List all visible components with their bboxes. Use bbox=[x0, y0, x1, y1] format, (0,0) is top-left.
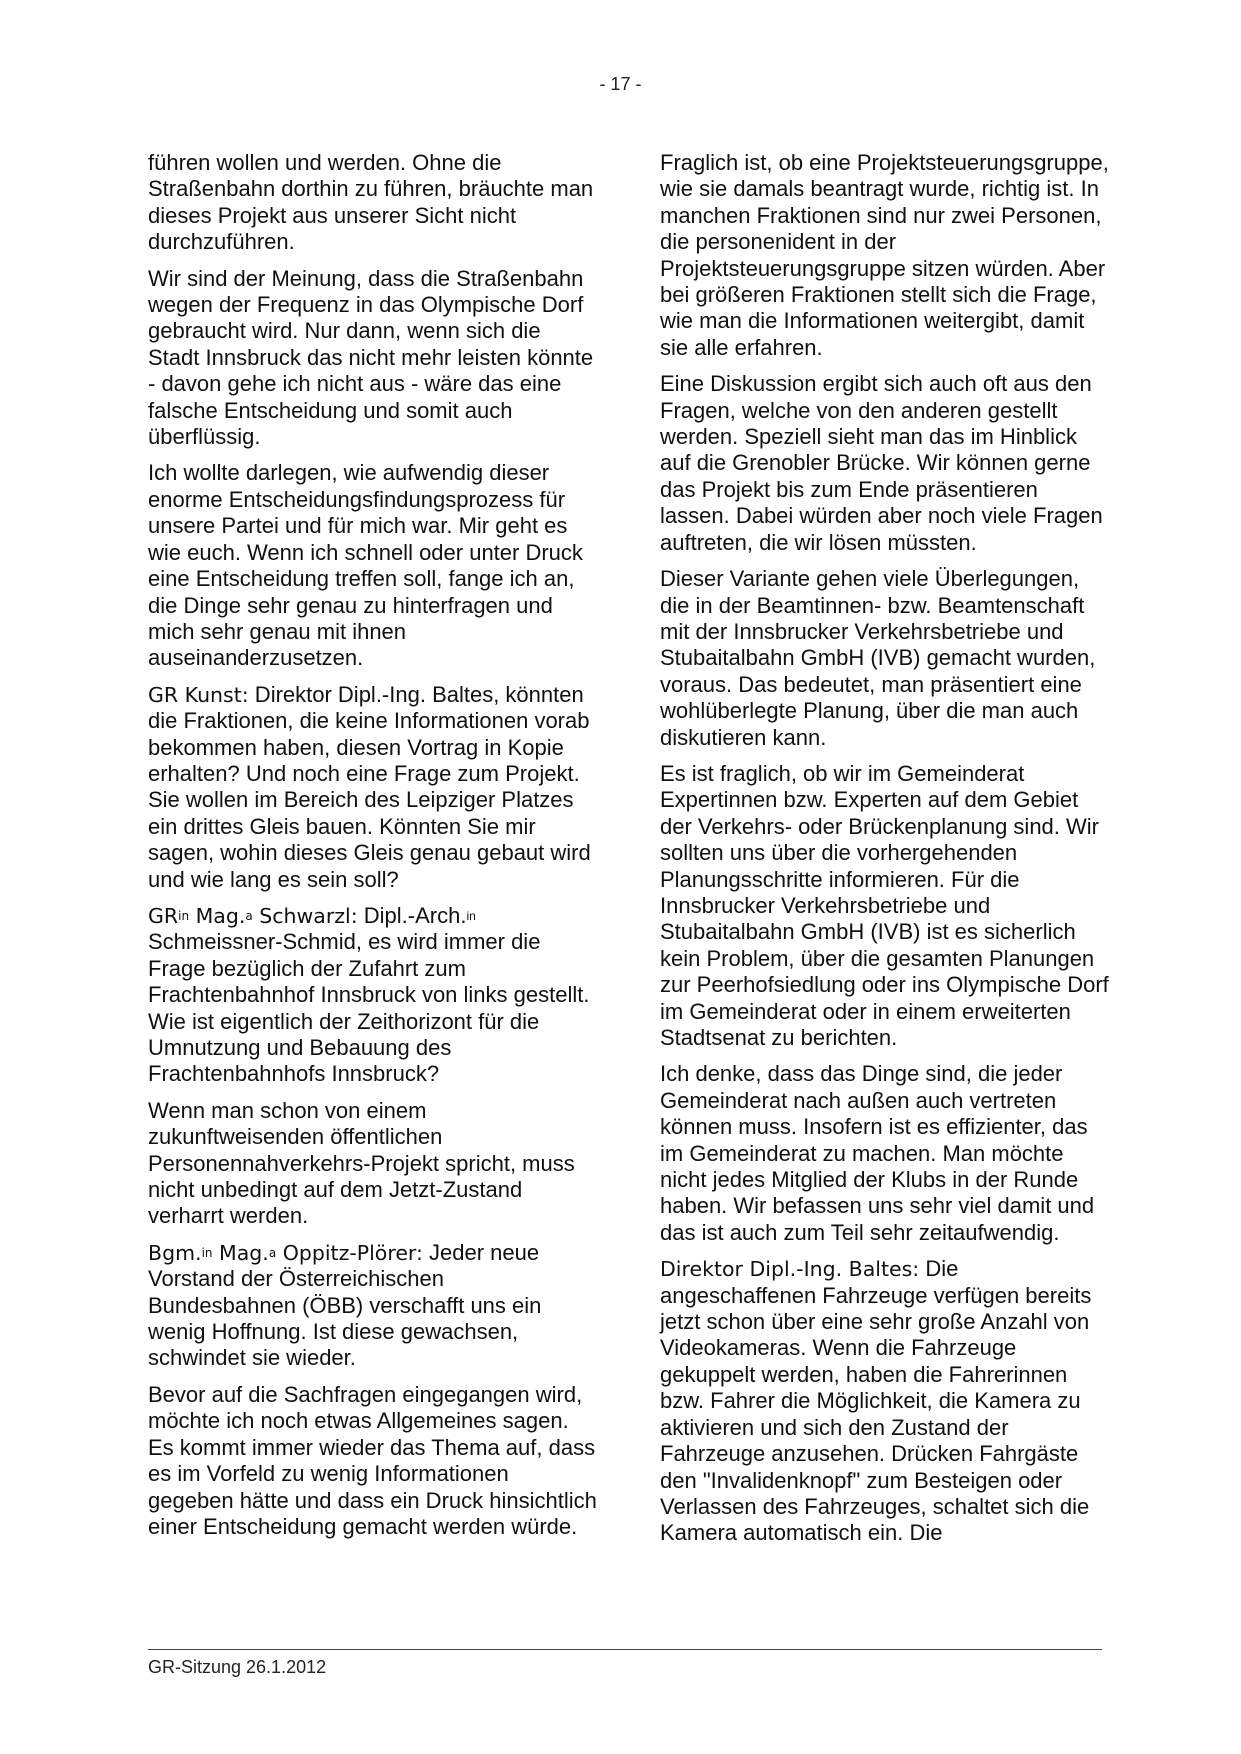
paragraph: Fraglich ist, ob eine Projektsteuerungsgruppe, wie sie damals beantragt wurde, richtig ist. In manchen Fraktionen sind nur zwei Personen, die personenident in der Projektsteuerungsgruppe sitzen würden. Aber bei größeren Fraktionen stellt sich die Frage, wie man die Informationen weitergibt, damit sie alle erfahren. bbox=[660, 150, 1109, 360]
paragraph: Es ist fraglich, ob wir im Gemeinderat Expertinnen bzw. Experten auf dem Gebiet der Verkehrs- oder Brückenplanung sind. Wir sollten uns über die vorhergehenden Planungsschritte informieren. Für die Innsbrucker Verkehrsbetriebe und Stubaitalbahn GmbH (IVB) ist es sicherlich kein Problem, über die gesamten Planungen zur Peerhofsiedlung oder ins Olympische Dorf im Gemeinderat oder in einem erweiterten Stadtsenat zu berichten. bbox=[660, 760, 1109, 1050]
speech-text: Die angeschaffenen Fahrzeuge verfügen bereits jetzt schon über eine sehr große Anzahl von Videokameras. Wenn die Fahrzeuge gekuppelt werden, haben die Fahrerinnen bzw. Fahrer die Möglichkeit, die Kamera zu aktivieren und sich den Zustand der Fahrzeuge anzusehen. Drücken Fahrgäste den "Invalidenknopf" zum Besteigen oder Verlassen des Fahrzeuges, schaltet sich die Kamera automatisch ein. Die bbox=[660, 1256, 1092, 1546]
speech-paragraph bbox=[660, 1256, 1110, 1546]
paragraph: Ich wollte darlegen, wie aufwendig dieser enorme Entscheidungsfindungsprozess für unsere Partei und für mich war. Mir geht es wie euch. Wenn ich schnell oder unter Druck eine Entscheidung treffen soll, fange ich an, die Dinge sehr genau zu hinterfragen und mich sehr genau mit ihnen auseinanderzusetzen. bbox=[148, 460, 583, 671]
speaker-name: $GR^{in}$ Mag.$^a$ Schwarzl: bbox=[148, 903, 358, 928]
paragraph: Wir sind der Meinung, dass die Straßenbahn wegen der Frequenz in das Olympische Dorf gebraucht wird. Nur dann, wenn sich die Stadt Innsbruck das nicht mehr leisten könnte - davon gehe ich nicht aus - wäre das eine falsche Entscheidung und somit auch überflüssig. bbox=[148, 265, 594, 450]
speech-text: Direktor Dipl.-Ing. Baltes, könnten die Fraktionen, die keine Informationen vorab bekommen haben, diesen Vortrag in Kopie erhalten? Und noch eine Frage zum Projekt. Sie wollen im Bereich des Leipziger Platzes ein drittes Gleis bauen. Könnten Sie mir sagen, wohin dieses Gleis genau gebaut wird und wie lang es sein soll? bbox=[148, 681, 591, 892]
speaker-name: GR Kunst: bbox=[148, 682, 249, 707]
paragraph: Eine Diskussion ergibt sich auch oft aus den Fragen, welche von den anderen gestellt werden. Speziell sieht man das im Hinblick auf die Grenobler Brücke. Wir können gerne das Projekt bis zum Ende präsentieren lassen. Dabei würden aber noch viele Fragen auftreten, die wir lösen müssten. bbox=[660, 371, 1103, 555]
speaker-name: Bgm.$^{in}$ Mag.$^a$ Oppitz-Plörer: bbox=[148, 1240, 423, 1265]
left-column bbox=[148, 150, 598, 1550]
paragraph: Dieser Variante gehen viele Überlegungen, die in der Beamtinnen- bzw. Beamtenschaft mit der Innsbrucker Verkehrsbetriebe und Stubaitalbahn GmbH (IVB) gemacht wurden, voraus. Das bedeutet, man präsentiert eine wohlüberlegte Planung, über die man auch diskutieren kann. bbox=[660, 566, 1096, 750]
speech-text: Jeder neue Vorstand der Österreichischen Bundesbahnen (ÖBB) verschafft uns ein wenig Hoffnung. Ist diese gewachsen, schwindet sie wieder. bbox=[148, 1239, 542, 1371]
speech-paragraph bbox=[148, 1240, 598, 1372]
right-column bbox=[660, 150, 1110, 1557]
page-number: - 17 - bbox=[599, 74, 642, 94]
paragraph: führen wollen und werden. Ohne die Straßenbahn dorthin zu führen, bräuchte man dieses Projekt aus unserer Sicht nicht durchzuführen. bbox=[148, 150, 594, 255]
speech-text: Dipl.-Arch.$^{in}$ Schmeissner-Schmid, es wird immer die Frage bezüglich der Zufahrt zum Frachtenbahnhof Innsbruck von links gestellt. Wie ist eigentlich der Zeithorizont für die Umnutzung und Bebauung des Frachtenbahnhofs Innsbruck? bbox=[148, 902, 590, 1087]
speaker-name: Direktor Dipl.-Ing. Baltes: bbox=[660, 1257, 920, 1282]
footer-divider bbox=[148, 1649, 1102, 1650]
paragraph: Bevor auf die Sachfragen eingegangen wird, möchte ich noch etwas Allgemeines sagen. Es kommt immer wieder das Thema auf, dass es im Vorfeld zu wenig Informationen gegeben hätte und dass ein Druck hinsichtlich einer Entscheidung gemacht werden würde. bbox=[148, 1381, 597, 1539]
footer-session-date: GR-Sitzung 26.1.2012 bbox=[148, 1657, 327, 1677]
speech-paragraph bbox=[148, 903, 598, 1088]
paragraph: Wenn man schon von einem zukunftweisenden öffentlichen Personennahverkehrs-Projekt spricht, muss nicht unbedingt auf dem Jetzt-Zustand verharrt werden. bbox=[148, 1097, 575, 1229]
paragraph: Ich denke, dass das Dinge sind, die jeder Gemeinderat nach außen auch vertreten können muss. Insofern ist es effizienter, das im Gemeinderat zu machen. Man möchte nicht jedes Mitglied der Klubs in der Runde haben. Wir befassen uns sehr viel damit und das ist auch zum Teil sehr zeitaufwendig. bbox=[660, 1061, 1095, 1245]
speech-paragraph bbox=[148, 682, 598, 893]
